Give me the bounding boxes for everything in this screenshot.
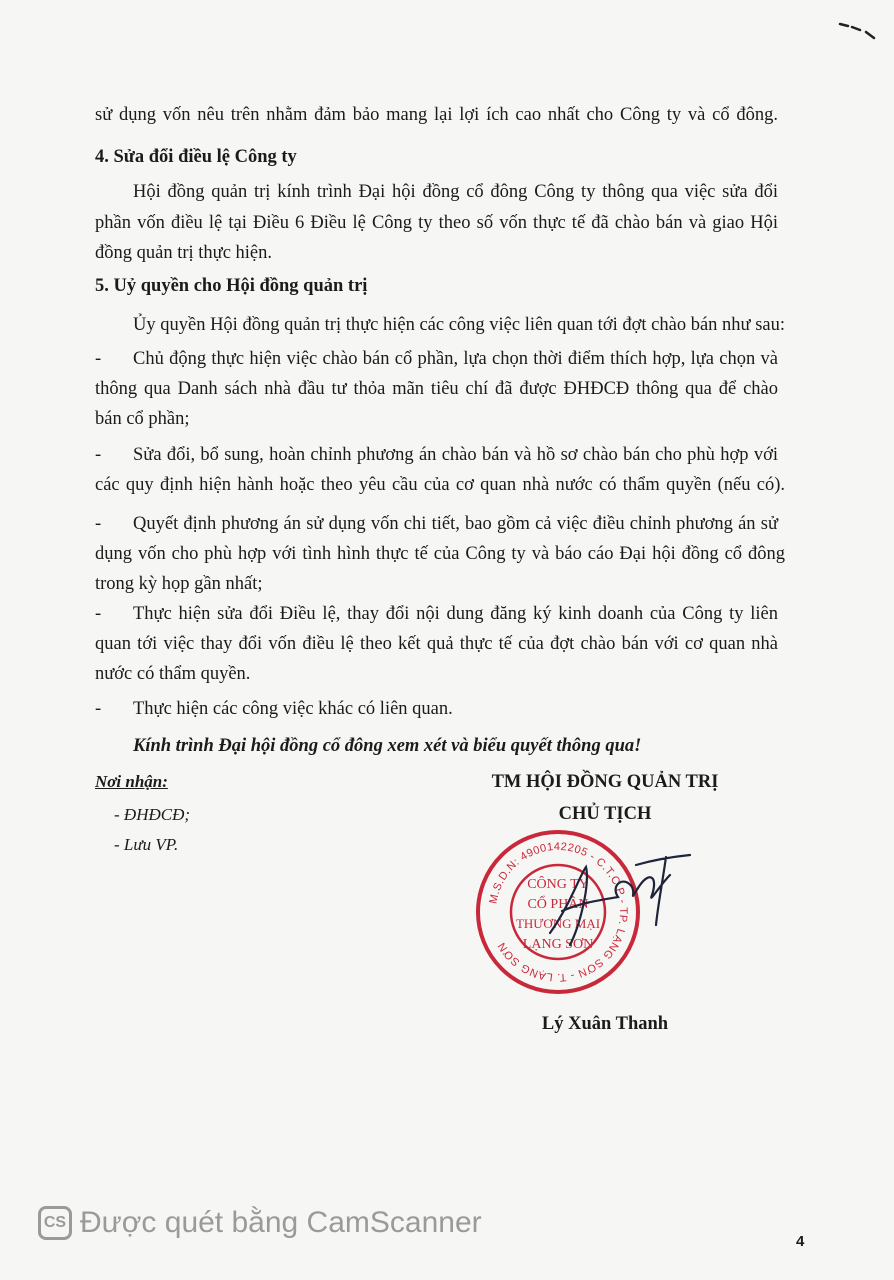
seal-line: LẠNG SƠN	[522, 937, 594, 952]
bullet-3-line-1: Quyết định phương án sử dụng vốn chi tiết, bao gồm cả việc điều chỉnh phương án sử	[133, 514, 778, 534]
section4-line-2: phần vốn điều lệ tại Điều 6 Điều lệ Công ty theo số vốn thực tế đã chào bán và giao Hội	[95, 213, 778, 233]
section5-intro: Ủy quyền Hội đồng quản trị thực hiện các công việc liên quan tới đợt chào bán như sau:	[133, 315, 786, 335]
bullet-5-line-1: Thực hiện các công việc khác có liên quan.	[133, 699, 453, 719]
seal-line: THƯƠNG MẠI	[515, 916, 601, 931]
seal-line: CÔNG TY	[527, 877, 589, 892]
seal-ring-text: M.S.D.N: 4900142205 - C.T.C.P - TP. LẠNG SƠN - T. LẠNG SƠN	[487, 840, 630, 984]
handwritten-signature	[540, 845, 700, 965]
bullet-dash: -	[95, 699, 102, 719]
bullet-1-line-3: bán cổ phần;	[95, 409, 190, 429]
bullet-4-line-3: nước có thẩm quyền.	[95, 664, 251, 684]
section5-heading: 5. Uỷ quyền cho Hội đồng quản trị	[95, 276, 368, 296]
bullet-dash: -	[95, 349, 102, 369]
section4-heading: 4. Sửa đổi điều lệ Công ty	[95, 147, 297, 167]
recipient-item: - Lưu VP.	[114, 835, 179, 854]
bullet-dash: -	[95, 445, 102, 465]
closing-line: Kính trình Đại hội đồng cổ đông xem xét và biểu quyết thông qua!	[133, 736, 642, 756]
bullet-1-line-1: Chủ động thực hiện việc chào bán cổ phần, lựa chọn thời điểm thích hợp, lựa chọn và	[133, 349, 778, 369]
bullet-4-line-2: quan tới việc thay đổi vốn điều lệ theo kết quả thực tế của đợt chào bán với cơ quan nhà	[95, 634, 778, 654]
seal-line: CỔ PHẦN	[527, 897, 589, 912]
bullet-2-line-2: các quy định hiện hành hoặc theo yêu cầu của cơ quan nhà nước có thẩm quyền (nếu có).	[95, 475, 785, 495]
page-number: 4	[796, 1233, 805, 1250]
bullet-4-line-1: Thực hiện sửa đổi Điều lệ, thay đổi nội dung đăng ký kinh doanh của Công ty liên	[133, 604, 778, 624]
bullet-3-line-3: trong kỳ họp gần nhất;	[95, 574, 263, 594]
recipients-label: Nơi nhận:	[95, 772, 168, 791]
bullet-2-line-1: Sửa đổi, bổ sung, hoàn chỉnh phương án chào bán và hồ sơ chào bán cho phù hợp với	[133, 445, 778, 465]
section4-line-1: Hội đồng quản trị kính trình Đại hội đồng cổ đông Công ty thông qua việc sửa đổi	[133, 182, 778, 202]
pen-mark-icon	[838, 18, 878, 40]
scanner-text: Được quét bằng CamScanner	[80, 1206, 482, 1239]
scanner-watermark	[38, 1206, 482, 1240]
bullet-dash: -	[95, 514, 102, 534]
section4-line-3: đồng quản trị thực hiện.	[95, 243, 273, 263]
signature-role: CHỦ TỊCH	[558, 804, 652, 824]
bullet-3-line-2: dụng vốn cho phù hợp với tình hình thực tế của Công ty và báo cáo Đại hội đồng cổ đông	[95, 544, 785, 564]
recipient-item: - ĐHĐCĐ;	[114, 805, 191, 824]
camscanner-logo-icon: CS	[38, 1206, 72, 1240]
intro-line: sử dụng vốn nêu trên nhằm đảm bảo mang lại lợi ích cao nhất cho Công ty và cổ đông.	[95, 105, 778, 125]
bullet-1-line-2: thông qua Danh sách nhà đầu tư thỏa mãn tiêu chí đã được ĐHĐCĐ thông qua để chào	[95, 379, 778, 399]
signer-name: Lý Xuân Thanh	[541, 1014, 669, 1034]
signature-title: TM HỘI ĐỒNG QUẢN TRỊ	[491, 772, 719, 792]
bullet-dash: -	[95, 604, 102, 624]
